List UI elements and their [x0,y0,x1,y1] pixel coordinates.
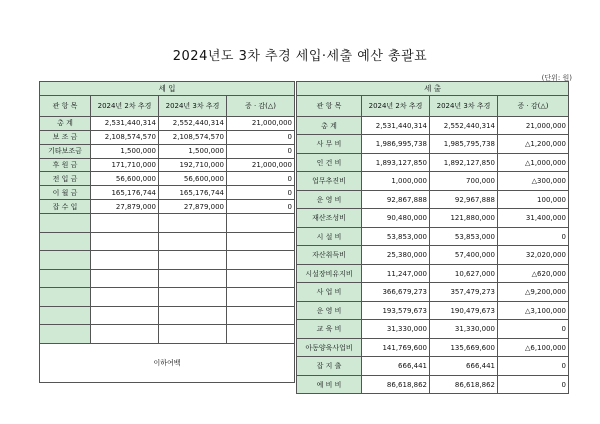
table-cell: △9,200,000 [498,283,569,302]
empty-cell [159,288,227,307]
empty-cell [91,288,159,307]
table-cell: △1,200,000 [498,135,569,154]
empty-row [40,214,295,233]
table-row [297,338,569,357]
table-cell: 31,400,000 [498,209,569,228]
table-cell: 141,769,600 [362,338,430,357]
table-cell: 0 [498,375,569,394]
empty-row [40,251,295,270]
empty-cell [227,214,295,233]
table-cell: 0 [498,357,569,376]
table-cell: 2,531,440,314 [91,116,159,130]
column-header: 증 · 감(△) [498,95,569,116]
empty-cell [227,269,295,288]
table-row [297,153,569,172]
table-cell: 31,330,000 [430,320,498,339]
row-label: 업무추진비 [297,172,362,191]
empty-cell [227,325,295,344]
row-label: 예 비 비 [297,375,362,394]
empty-row [40,288,295,307]
empty-cell [91,214,159,233]
table-cell: 2,531,440,314 [362,116,430,135]
table-row [297,190,569,209]
table-cell: 92,967,888 [430,190,498,209]
empty-row [40,306,295,325]
table-cell: 192,710,000 [159,158,227,172]
table-cell: 135,669,600 [430,338,498,357]
table-cell: 2,552,440,314 [430,116,498,135]
empty-cell [227,251,295,270]
table-cell: 0 [227,172,295,186]
table-cell: 1,500,000 [91,144,159,158]
empty-row [40,269,295,288]
empty-cell [91,232,159,251]
empty-row [40,232,295,251]
column-header: 2024년 3차 추경 [430,95,498,116]
table-cell: 86,618,862 [430,375,498,394]
empty-cell [159,251,227,270]
table-cell: 25,380,000 [362,246,430,265]
table-cell: 11,247,000 [362,264,430,283]
empty-row [40,325,295,344]
table-cell: 21,000,000 [498,116,569,135]
column-header: 관 항 목 [40,95,91,116]
row-label: 전 입 금 [40,172,91,186]
empty-cell [40,251,91,270]
table-cell: 0 [498,320,569,339]
revenue-section-row [40,82,295,96]
unit-label: (단위: 원) [541,74,572,82]
table-cell: △3,100,000 [498,301,569,320]
table-cell: 666,441 [430,357,498,376]
table-cell: 2,108,574,570 [91,130,159,144]
table-cell: 31,330,000 [362,320,430,339]
row-label: 보 조 금 [40,130,91,144]
empty-cell [159,214,227,233]
table-row [297,357,569,376]
table-row [297,209,569,228]
table-row [40,130,295,144]
revenue-header-row [40,95,295,116]
table-row [297,283,569,302]
row-label: 운 영 비 [297,190,362,209]
table-row [297,227,569,246]
table-row [297,375,569,394]
table-cell: 1,892,127,850 [430,153,498,172]
table-cell: 1,893,127,850 [362,153,430,172]
row-label: 기타보조금 [40,144,91,158]
table-cell: 90,480,000 [362,209,430,228]
table-row [40,172,295,186]
table-row [40,116,295,130]
table-cell: 21,000,000 [227,116,295,130]
row-label: 총 계 [40,116,91,130]
table-cell: 1,985,795,738 [430,135,498,154]
table-cell: 86,618,862 [362,375,430,394]
table-row [40,186,295,200]
row-label: 시 설 비 [297,227,362,246]
table-cell: 0 [227,144,295,158]
table-cell: 27,879,000 [91,200,159,214]
table-cell: △300,000 [498,172,569,191]
table-cell: 32,020,000 [498,246,569,265]
table-row [40,200,295,214]
table-cell: 27,879,000 [159,200,227,214]
row-label: 자산취득비 [297,246,362,265]
empty-cell [40,232,91,251]
table-cell: 190,479,673 [430,301,498,320]
empty-cell [159,232,227,251]
column-header: 관 항 목 [297,95,362,116]
table-cell: 56,600,000 [159,172,227,186]
empty-cell [159,325,227,344]
row-label: 잡 수 입 [40,200,91,214]
row-label: 인 건 비 [297,153,362,172]
table-cell: △620,000 [498,264,569,283]
table-cell: 0 [227,130,295,144]
column-header: 증 · 감(△) [227,95,295,116]
table-row [297,246,569,265]
footer-note: 이하여백 [40,343,295,382]
table-cell: 121,880,000 [430,209,498,228]
empty-cell [227,232,295,251]
empty-cell [91,269,159,288]
table-row [40,144,295,158]
table-row [297,301,569,320]
row-label: 이 월 금 [40,186,91,200]
table-row [297,320,569,339]
table-row [297,264,569,283]
table-row [297,135,569,154]
expense-section-row [297,82,569,96]
table-cell: 193,579,673 [362,301,430,320]
table-row [297,116,569,135]
table-cell: 357,479,273 [430,283,498,302]
row-label: 재산조성비 [297,209,362,228]
table-cell: 666,441 [362,357,430,376]
empty-cell [91,251,159,270]
column-header: 2024년 3차 추경 [159,95,227,116]
table-cell: 2,552,440,314 [159,116,227,130]
row-label: 운 영 비 [297,301,362,320]
table-cell: 0 [227,200,295,214]
table-cell: 57,400,000 [430,246,498,265]
row-label: 교 육 비 [297,320,362,339]
row-label: 아동양육사업비 [297,338,362,357]
empty-cell [227,306,295,325]
expense-table [296,81,569,394]
table-cell: 2,108,574,570 [159,130,227,144]
table-row [40,158,295,172]
empty-cell [40,288,91,307]
table-row [297,172,569,191]
table-cell: 53,853,000 [362,227,430,246]
table-cell: 171,710,000 [91,158,159,172]
footer-row [40,343,295,382]
row-label: 후 원 금 [40,158,91,172]
table-cell: 0 [227,186,295,200]
empty-cell [40,269,91,288]
empty-cell [227,288,295,307]
table-cell: 165,176,744 [159,186,227,200]
expense-header-row [297,95,569,116]
row-label: 사 무 비 [297,135,362,154]
row-label: 총 계 [297,116,362,135]
empty-cell [91,325,159,344]
table-cell: 366,679,273 [362,283,430,302]
revenue-section-title: 세 입 [40,82,295,96]
table-cell: 700,000 [430,172,498,191]
table-cell: △1,000,000 [498,153,569,172]
empty-cell [91,306,159,325]
table-cell: 10,627,000 [430,264,498,283]
empty-cell [40,325,91,344]
table-cell: 56,600,000 [91,172,159,186]
empty-cell [159,269,227,288]
column-header: 2024년 2차 추경 [91,95,159,116]
empty-cell [159,306,227,325]
table-cell: 1,986,995,738 [362,135,430,154]
row-label: 시설장비유지비 [297,264,362,283]
table-cell: 165,176,744 [91,186,159,200]
empty-cell [40,306,91,325]
row-label: 잡 지 출 [297,357,362,376]
table-cell: △6,100,000 [498,338,569,357]
table-cell: 0 [498,227,569,246]
table-cell: 1,000,000 [362,172,430,191]
table-cell: 92,867,888 [362,190,430,209]
table-cell: 21,000,000 [227,158,295,172]
table-cell: 1,500,000 [159,144,227,158]
column-header: 2024년 2차 추경 [362,95,430,116]
row-label: 사 업 비 [297,283,362,302]
empty-cell [40,214,91,233]
table-cell: 100,000 [498,190,569,209]
page-title: 2024년도 3차 추경 세입·세출 예산 총괄표 [172,49,428,64]
revenue-table [39,81,295,383]
expense-section-title: 세 출 [297,82,569,96]
table-cell: 53,853,000 [430,227,498,246]
